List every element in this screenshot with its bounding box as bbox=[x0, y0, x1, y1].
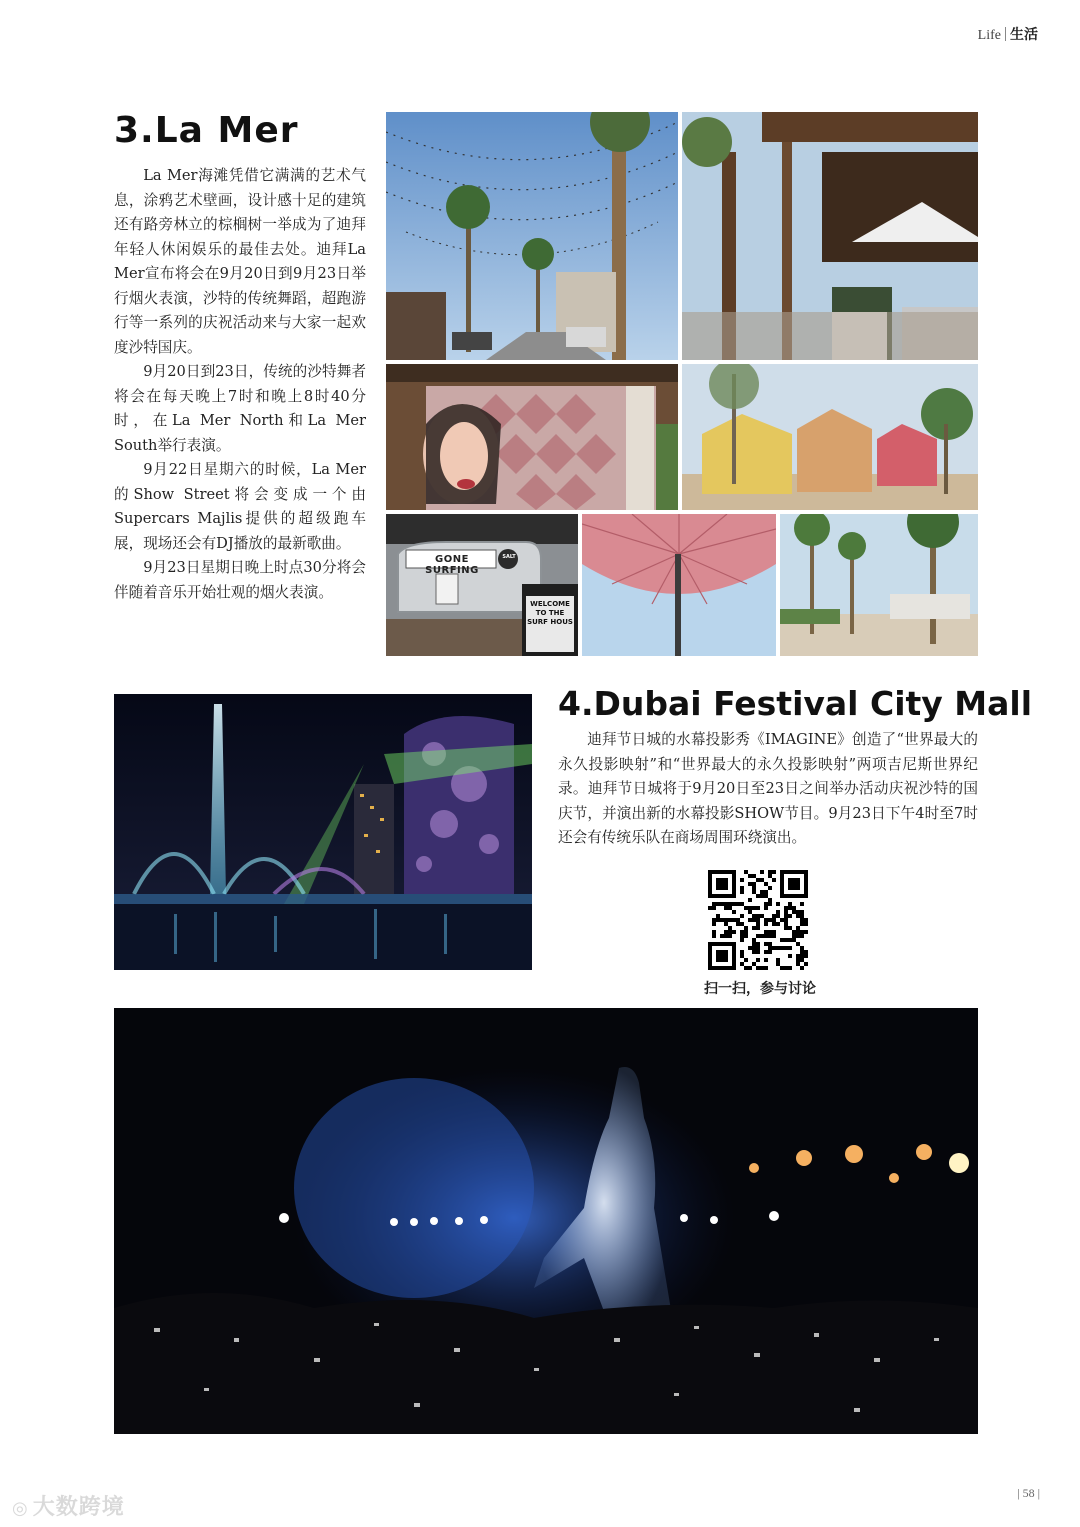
section-heading-la-mer: 3.La Mer bbox=[114, 110, 299, 151]
photo-surf-trailer bbox=[386, 514, 578, 656]
paragraph: 迪拜节日城的水幕投影秀《IMAGINE》创造了“世界最大的永久投影映射”和“世界最大的永久投影映射”两项吉尼斯世界纪录。迪拜节日城将于9月20日至23日之间举办活动庆祝沙特的国庆节，并演出新的水幕投影SHOW节目。9月23日下午4时至7时还会有传统乐队在商场周围环绕演出。 bbox=[558, 731, 978, 846]
photo-beach-huts bbox=[682, 364, 978, 510]
photo-palm-promenade bbox=[780, 514, 978, 656]
paragraph: 9月20日到23日，传统的沙特舞者将会在每天晚上7时和晚上8时40分时，在La Mer North和La Mer South举行表演。 bbox=[114, 363, 366, 454]
photo-fountain-show bbox=[114, 694, 532, 970]
dubai-festival-city-body bbox=[558, 728, 978, 851]
paragraph: 9月23日星期日晚上时点30分将会伴随着音乐开始壮观的烟火表演。 bbox=[114, 559, 366, 601]
qr-code-image bbox=[708, 870, 808, 970]
section-label-en: Life bbox=[977, 28, 1001, 43]
photo-water-projection-show bbox=[114, 1008, 978, 1434]
qr-code[interactable] bbox=[708, 870, 808, 970]
watermark: ◎ 大数跨境 bbox=[12, 1495, 125, 1520]
watermark-logo-icon: ◎ bbox=[12, 1498, 29, 1519]
photo-beach-umbrella bbox=[582, 514, 776, 656]
section-label-zh: 生活 bbox=[1010, 27, 1038, 43]
la-mer-body bbox=[114, 164, 366, 605]
section-heading-dubai-festival-city: 4.Dubai Festival City Mall bbox=[558, 684, 1033, 723]
photo-graffiti-mural bbox=[386, 364, 678, 510]
paragraph: La Mer海滩凭借它满满的艺术气息，涂鸦艺术壁画，设计感十足的建筑还有路旁林立的棕榈树一举成为了迪拜年轻人休闲娱乐的最佳去处。迪拜La Mer宣布将会在9月20日到9月23日举行烟火表演，沙特的传统舞蹈，超跑游行等一系列的庆祝活动来与大家一起欢度沙特国庆。 bbox=[114, 167, 366, 356]
page-number: | 58 | bbox=[1017, 1486, 1040, 1500]
salt-badge: SALT bbox=[502, 554, 516, 560]
qr-caption: 扫一扫，参与讨论 bbox=[704, 981, 816, 997]
surf-house-sign: WELCOME TO THE SURF HOUS bbox=[527, 600, 573, 626]
running-head bbox=[978, 24, 1038, 44]
photo-street-lights bbox=[386, 112, 678, 360]
trailer-sign: GONE SURFING bbox=[425, 554, 479, 576]
paragraph: 9月22日星期六的时候，La Mer的Show Street将会变成一个由Supercars Majlis提供的超级跑车展，现场还会有DJ播放的最新歌曲。 bbox=[114, 461, 366, 552]
photo-pergola-cafe bbox=[682, 112, 978, 360]
